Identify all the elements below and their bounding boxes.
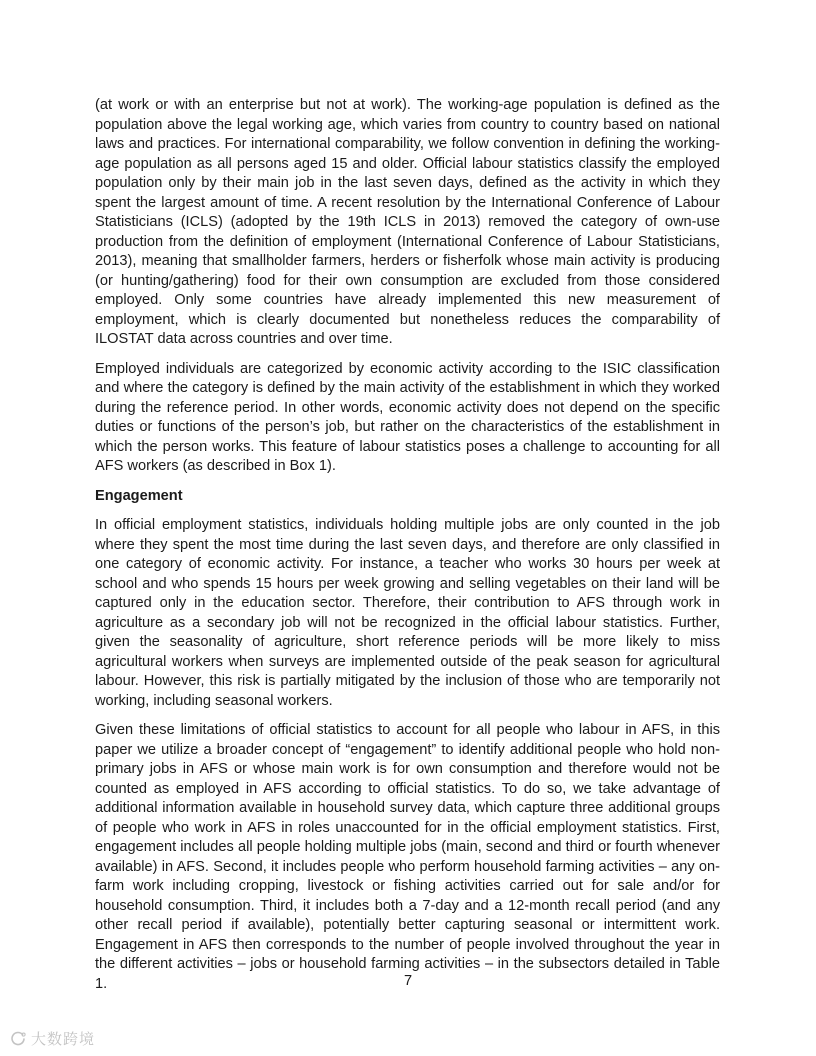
paragraph-multiple-jobs: In official employment statistics, individuals holding multiple jobs are only counted in the job where they spent the most time during the last seven days, and therefore are only classified in one category of economic activity. For instance, a teacher who works 30 hours per week at school and who spends 15 hours per week growing and selling vegetables on their land will be captured only in the education sector. Therefore, their contribution to AFS through work in agriculture as a secondary job will not be recognized in the official labour statistics. Further, given the seasonality of agriculture, short reference periods will be more likely to miss agricultural workers when surveys are implemented outside of the peak season for agricultural labour. However, this risk is partially mitigated by the inclusion of those who are temporarily not working, including seasonal workers. [95,517,720,709]
page-number: 7 [403,973,413,989]
paragraph-engagement-concept: Given these limitations of official statistics to account for all people who labour in AFS, in this paper we utilize a broader concept of “engagement” to identify additional people who hold non-primary jobs in AFS or whose main work is for own consumption and therefore would not be counted as employed in AFS according to official statistics. To do so, we take advantage of additional information available in household survey data, which capture three additional groups of people who work in AFS in roles unaccounted for in the official employment statistics. First, engagement includes all people holding multiple jobs (main, second and third or fourth whenever available) in AFS. Second, it includes people who perform household farming activities – any on-farm work including cropping, livestock or fishing activities carried out for sale and/or for household consumption. Third, it includes both a 7-day and a 12-month recall period (and any other recall period if available), potentially better capturing seasonal or intermittent work. Engagement in AFS then corresponds to the number of people involved throughout the year in the different activities – jobs or household farming activities – in the subsectors detailed in Table 1. [95,722,720,992]
paragraph-working-age-population: (at work or with an enterprise but not at work). The working-age population is defined as the population above the legal working age, which varies from country to country based on national laws and practices. For international comparability, we follow convention in defining the working-age population as all persons aged 15 and older. Official labour statistics classify the employed population only by their main job in the last seven days, defined as the activity in which they spent the largest amount of time. A recent resolution by the International Conference of Labour Statisticians (ICLS) (adopted by the 19th ICLS in 2013) removed the category of own-use production from the definition of employment (International Conference of Labour Statisticians, 2013), meaning that smallholder farmers, herders or fisherfolk whose main activity is producing (or hunting/gathering) food for their own consumption are excluded from those considered employed. Only some countries have already implemented this new measurement of employment, which is clearly documented but nonetheless reduces the comparability of ILOSTAT data across countries and over time. [95,97,720,347]
watermark-text: 大数跨境 [31,1031,96,1048]
page-content [95,96,720,1004]
watermark-logo-icon [8,1029,28,1049]
paragraph-economic-activity: Employed individuals are categorized by economic activity according to the ISIC classification and where the category is defined by the main activity of the establishment in which they worked during the reference period. In other words, economic activity does not depend on the specific duties or functions of the person’s job, but rather on the characteristics of the establishment in which the person works. This feature of labour statistics poses a challenge to accounting for all AFS workers (as described in Box 1). [95,360,720,474]
watermark [8,1028,95,1049]
section-heading-engagement: Engagement [95,487,183,504]
